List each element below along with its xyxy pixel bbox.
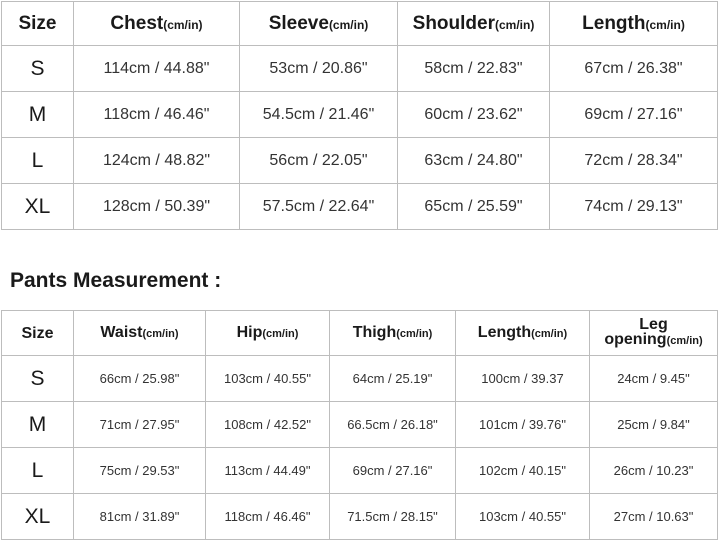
size-cell: S	[2, 356, 74, 402]
chest-cell: 128cm / 50.39"	[74, 184, 240, 230]
length-cell: 100cm / 39.37	[456, 356, 590, 402]
length-cell: 72cm / 28.34"	[550, 138, 718, 184]
table-header-row	[2, 2, 718, 46]
chest-cell: 118cm / 46.46"	[74, 92, 240, 138]
sleeve-cell: 57.5cm / 22.64"	[240, 184, 398, 230]
header-hip: Hip(cm/in)	[206, 311, 330, 356]
thigh-cell: 69cm / 27.16"	[330, 448, 456, 494]
table-row	[2, 356, 718, 402]
table-row	[2, 184, 718, 230]
hip-cell: 108cm / 42.52"	[206, 402, 330, 448]
chest-cell: 124cm / 48.82"	[74, 138, 240, 184]
size-cell: L	[2, 448, 74, 494]
pants-measurement-title: Pants Measurement :	[10, 269, 222, 292]
header-size: Size	[2, 2, 74, 46]
table-row	[2, 92, 718, 138]
length-cell: 69cm / 27.16"	[550, 92, 718, 138]
header-shoulder: Shoulder(cm/in)	[398, 2, 550, 46]
table-row	[2, 402, 718, 448]
header-waist: Waist(cm/in)	[74, 311, 206, 356]
table-header-row	[2, 311, 718, 356]
length-cell: 101cm / 39.76"	[456, 402, 590, 448]
thigh-cell: 64cm / 25.19"	[330, 356, 456, 402]
table-row	[2, 448, 718, 494]
leg-opening-cell: 25cm / 9.84"	[590, 402, 718, 448]
shoulder-cell: 63cm / 24.80"	[398, 138, 550, 184]
header-sleeve: Sleeve(cm/in)	[240, 2, 398, 46]
table-row	[2, 46, 718, 92]
header-thigh: Thigh(cm/in)	[330, 311, 456, 356]
pants-size-table	[1, 310, 718, 540]
hip-cell: 113cm / 44.49"	[206, 448, 330, 494]
leg-opening-cell: 24cm / 9.45"	[590, 356, 718, 402]
length-cell: 67cm / 26.38"	[550, 46, 718, 92]
hip-cell: 118cm / 46.46"	[206, 494, 330, 540]
size-cell: L	[2, 138, 74, 184]
shoulder-cell: 60cm / 23.62"	[398, 92, 550, 138]
shoulder-cell: 58cm / 22.83"	[398, 46, 550, 92]
header-length: Length(cm/in)	[550, 2, 718, 46]
length-cell: 102cm / 40.15"	[456, 448, 590, 494]
leg-opening-cell: 27cm / 10.63"	[590, 494, 718, 540]
sleeve-cell: 53cm / 20.86"	[240, 46, 398, 92]
chest-cell: 114cm / 44.88"	[74, 46, 240, 92]
header-leg-opening: Leg opening(cm/in)	[590, 311, 718, 356]
table-row	[2, 494, 718, 540]
hip-cell: 103cm / 40.55"	[206, 356, 330, 402]
header-chest: Chest(cm/in)	[74, 2, 240, 46]
waist-cell: 75cm / 29.53"	[74, 448, 206, 494]
table-row	[2, 138, 718, 184]
waist-cell: 71cm / 27.95"	[74, 402, 206, 448]
sleeve-cell: 56cm / 22.05"	[240, 138, 398, 184]
size-cell: M	[2, 92, 74, 138]
size-cell: M	[2, 402, 74, 448]
header-size: Size	[2, 311, 74, 356]
sleeve-cell: 54.5cm / 21.46"	[240, 92, 398, 138]
size-cell: XL	[2, 184, 74, 230]
length-cell: 74cm / 29.13"	[550, 184, 718, 230]
size-cell: S	[2, 46, 74, 92]
waist-cell: 66cm / 25.98"	[74, 356, 206, 402]
thigh-cell: 66.5cm / 26.18"	[330, 402, 456, 448]
length-cell: 103cm / 40.55"	[456, 494, 590, 540]
header-length: Length(cm/in)	[456, 311, 590, 356]
thigh-cell: 71.5cm / 28.15"	[330, 494, 456, 540]
size-cell: XL	[2, 494, 74, 540]
leg-opening-cell: 26cm / 10.23"	[590, 448, 718, 494]
top-size-table	[1, 1, 718, 230]
shoulder-cell: 65cm / 25.59"	[398, 184, 550, 230]
waist-cell: 81cm / 31.89"	[74, 494, 206, 540]
